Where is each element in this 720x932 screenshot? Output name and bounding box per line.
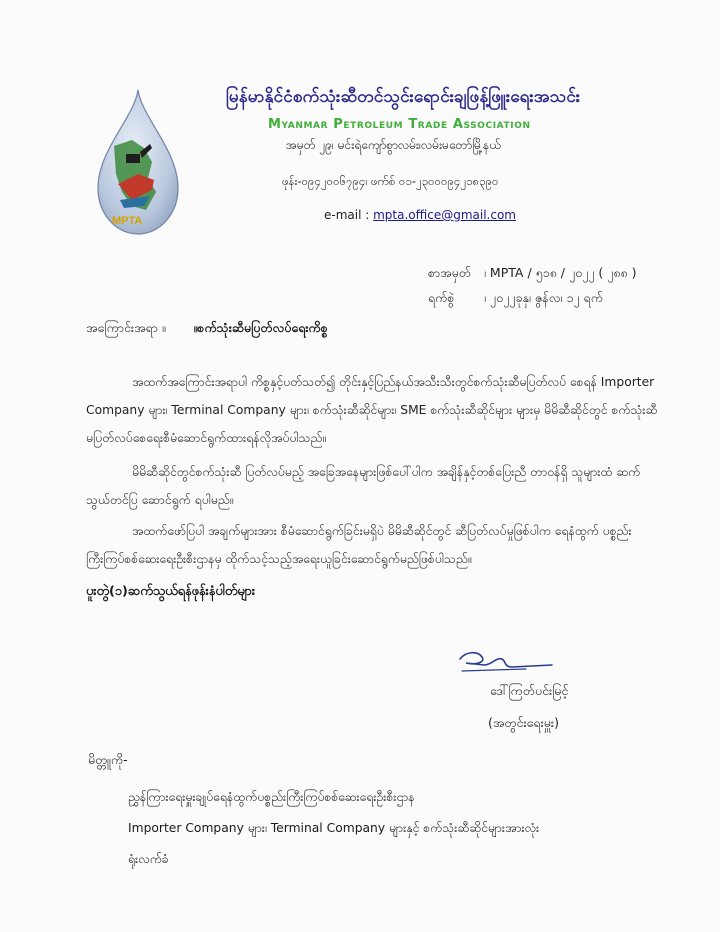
reference-date <box>428 290 603 309</box>
body-paragraph-2 <box>86 458 660 514</box>
reference-number-value: ၊ MPTA / ၅၁၈ / ၂၀၂၂ ( ၂၈၈ ) <box>483 265 637 280</box>
reference-number-label: စာအမှတ် <box>428 265 471 280</box>
paragraph-1-text: အထက်အကြောင်းအရာပါ ကိစ္စနှင့်ပတ်သတ်၍ တိုင်းနှင့်ပြည်နယ်အသီးသီးတွင်စက်သုံးဆီမပြတ်လပ် စေရန် Importer Company များ၊ Terminal Company များ၊ စက်သုံးဆီဆိုင်များ၊ SME စက်သုံးဆီဆိုင်များ များမှ မိမိဆီဆိုင်တွင် စက်သုံးဆီ မပြတ်လပ်စေရေးစီမံဆောင်ရွက်ထားရန်လိုအပ်ပါသည်။ <box>86 375 658 445</box>
paragraph-2-text: မိမိဆီဆိုင်တွင်စက်သုံးဆီ ပြတ်လပ်မည့် အခြေအနေများဖြစ်ပေါ်ပါက အချိန်နှင့်တစ်ပြေးညီ တာဝန်ရှိ သူများထံ ဆက်သွယ်တင်ပြ ဆောင်ရွက် ရပါမည်။ <box>86 465 641 507</box>
association-address: အမှတ် ၂၉၊ မင်းရဲကျော်စွာလမ်း၊လမ်းမတော်မြို့နယ် <box>286 138 501 152</box>
association-phone: ဖုန်း-၀၉၄၂၀၀၆၇၉၄၊ ဖက်စ် ၀၁-၂၃၀၀၀၉၄၂၁၈၃၉၀ <box>282 174 499 188</box>
subject-line <box>86 320 328 339</box>
email-label: e-mail : <box>324 208 370 222</box>
body-paragraph-3 <box>86 517 660 573</box>
attachment-note: ပူးတွဲ(၁)ဆက်သွယ်ရန်ဖုန်းနံပါတ်များ <box>86 584 256 599</box>
cc-item: ရုံးလက်ခံ <box>128 852 169 866</box>
subject-text: ။စက်သုံးဆီမပြတ်လပ်ရေးကိစ္စ <box>193 320 328 335</box>
subject-label: အကြောင်းအရာ ။ <box>86 320 166 335</box>
reference-date-label: ရက်စွဲ <box>428 290 455 305</box>
cc-item: Importer Company များ၊ Terminal Company များနှင့် စက်သုံးဆီဆိုင်များအားလုံး <box>128 821 540 835</box>
reference-number <box>428 265 637 284</box>
association-name-burmese: မြန်မာနိုင်ငံစက်သုံးဆီတင်သွင်းရောင်းချဖြန့်ဖြူးရေးအသင်း <box>226 87 581 107</box>
cc-label: မိတ္တူကို- <box>88 752 128 767</box>
mpta-logo <box>92 88 184 238</box>
logo-text: MPTA <box>112 215 143 227</box>
handwritten-signature <box>456 645 556 677</box>
signatory-title: (အတွင်းရေးမှူး) <box>488 715 559 730</box>
paragraph-3-text: အထက်ဖော်ပြပါ အချက်များအား စီမံဆောင်ရွက်ခြင်းမရှိပဲ မိမိဆီဆိုင်တွင် ဆီပြတ်လပ်မှုဖြစ်ပါက ရေနံထွက် ပစ္စည်းကြီးကြပ်စစ်ဆေးရေးဦးစီးဌာနမှ ထိုက်သင့်သည့်အရေးယူခြင်းဆောင်ရွက်မည်ဖြစ်ပါသည်။ <box>86 524 632 566</box>
association-email <box>324 208 516 222</box>
reference-date-value: ၊ ၂၀၂၂ခုနှ၊ ဇွန်လ၊ ၁၂ ရက် <box>483 290 603 305</box>
body-paragraph-1 <box>86 368 660 452</box>
association-name-english: Myanmar Petroleum Trade Association <box>268 117 531 132</box>
email-link[interactable]: mpta.office@gmail.com <box>373 208 516 222</box>
signatory-name: ဒေါ်ကြတ်ပင်းမြင့် <box>490 683 569 698</box>
cc-item: ညွှန်ကြားရေးမှူးချုပ်ရေနံထွက်ပစ္စည်းကြီးကြပ်စစ်ဆေးရေးဦးစီးဌာန <box>128 790 415 804</box>
